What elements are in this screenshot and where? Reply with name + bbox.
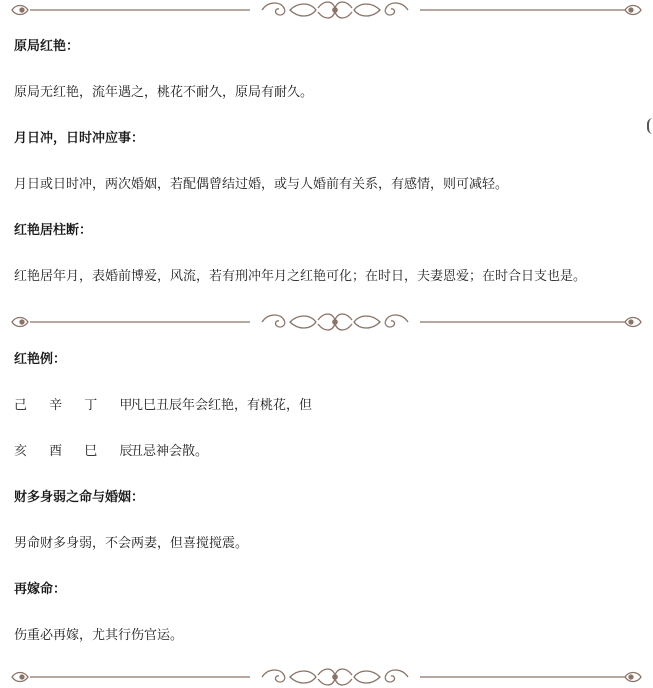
pillars-branches: 亥 酉 巳 辰 [14,444,142,459]
example-row [14,398,312,414]
example-row [14,444,208,460]
section-heading: 再嫁命： [14,582,67,597]
section-heading: 月日冲，日时冲应事： [14,131,145,146]
ornamental-divider-icon [0,666,653,688]
section-heading: 财多身弱之命与婚姻： [14,490,145,505]
section-paragraph: 男命财多身弱，不会两妻，但喜搅搅震。 [14,536,249,551]
section-heading: 原局红艳： [14,39,80,54]
section-paragraph: 原局无红艳，流年遇之，桃花不耐久，原局有耐久。 [14,85,314,100]
section-heading: 红艳居柱断： [14,223,93,238]
example-heading: 红艳例： [14,352,67,367]
ornamental-divider-icon [0,311,653,333]
section-paragraph: 红艳居年月，表婚前博爱，风流，若有刑冲年月之红艳可化；在时日，夫妻恩爱；在时合日支也是。 [14,269,587,284]
ornamental-divider-middle [0,311,653,333]
section-paragraph: 月日或日时冲，两次婚姻，若配偶曾结过婚，或与人婚前有关系，有感情，则可减轻。 [14,177,509,192]
example-note: 丑忌神会散。 [130,444,209,459]
example-note: 凡巳丑辰年会红艳，有桃花，但 [130,398,313,413]
scroll-edge-marker [647,118,653,134]
ornamental-divider-top [0,0,653,21]
ornamental-divider-bottom [0,666,653,688]
pillars-stems: 己 辛 丁 甲 [14,398,142,413]
ornamental-divider-icon [0,0,653,21]
section-paragraph: 伤重必再嫁，尤其行伤官运。 [14,628,184,643]
